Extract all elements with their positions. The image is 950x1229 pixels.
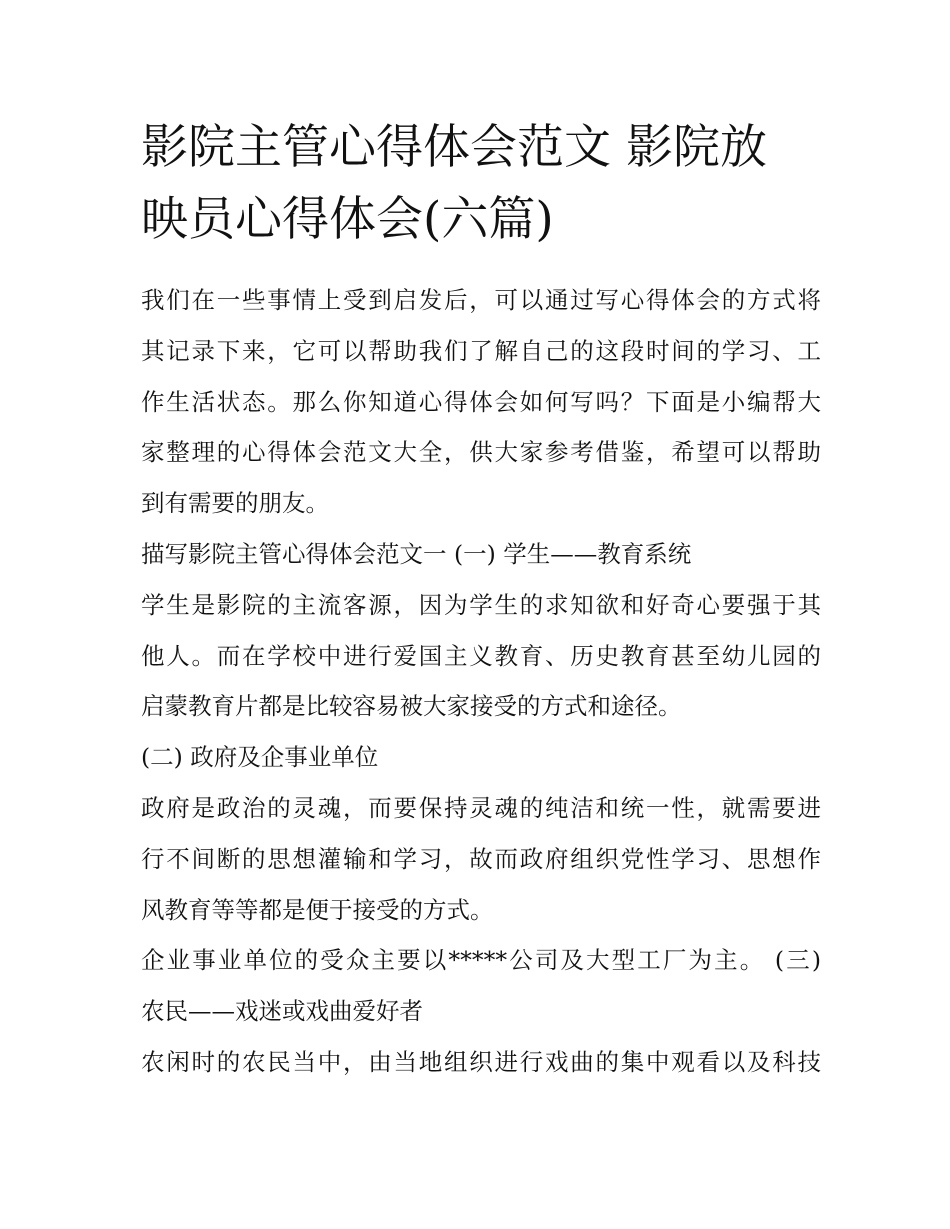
section-heading: 描写影院主管心得体会范文一 (一) 学生——教育系统: [141, 540, 692, 568]
body-line: 农闲时的农民当中，由当地组织进行戏曲的集中观看以及科技: [141, 1048, 821, 1076]
document-title: [141, 112, 821, 256]
body-line: 学生是影院的主流客源，因为学生的求知欲和好奇心要强于其: [141, 591, 821, 619]
body-line: 他人。而在学校中进行爱国主义教育、历史教育甚至幼儿园的: [141, 642, 821, 670]
body-line: 启蒙教育片都是比较容易被大家接受的方式和途径。: [141, 692, 682, 720]
body-line: 政府是政治的灵魂，而要保持灵魂的纯洁和统一性，就需要进: [141, 794, 821, 822]
body-line: 作生活状态。那么你知道心得体会如何写吗？下面是小编帮大: [141, 388, 821, 416]
section-heading: 农民——戏迷或戏曲爱好者: [141, 997, 423, 1025]
title-line-2: 映员心得体会(六篇): [141, 192, 554, 247]
body-line: 企业事业单位的受众主要以*****公司及大型工厂为主。 (三): [141, 946, 821, 974]
title-line-1: 影院主管心得体会范文 影院放: [141, 120, 767, 175]
body-line: 其记录下来，它可以帮助我们了解自己的这段时间的学习、工: [141, 337, 821, 365]
body-line: 风教育等等都是便于接受的方式。: [141, 896, 494, 924]
body-line: 我们在一些事情上受到启发后，可以通过写心得体会的方式将: [141, 286, 821, 314]
body-line: 家整理的心得体会范文大全，供大家参考借鉴，希望可以帮助: [141, 438, 821, 466]
body-line: 到有需要的朋友。: [141, 489, 329, 517]
body-line: 行不间断的思想灌输和学习，故而政府组织党性学习、思想作: [141, 845, 821, 873]
section-heading: (二) 政府及企事业单位: [141, 743, 379, 771]
